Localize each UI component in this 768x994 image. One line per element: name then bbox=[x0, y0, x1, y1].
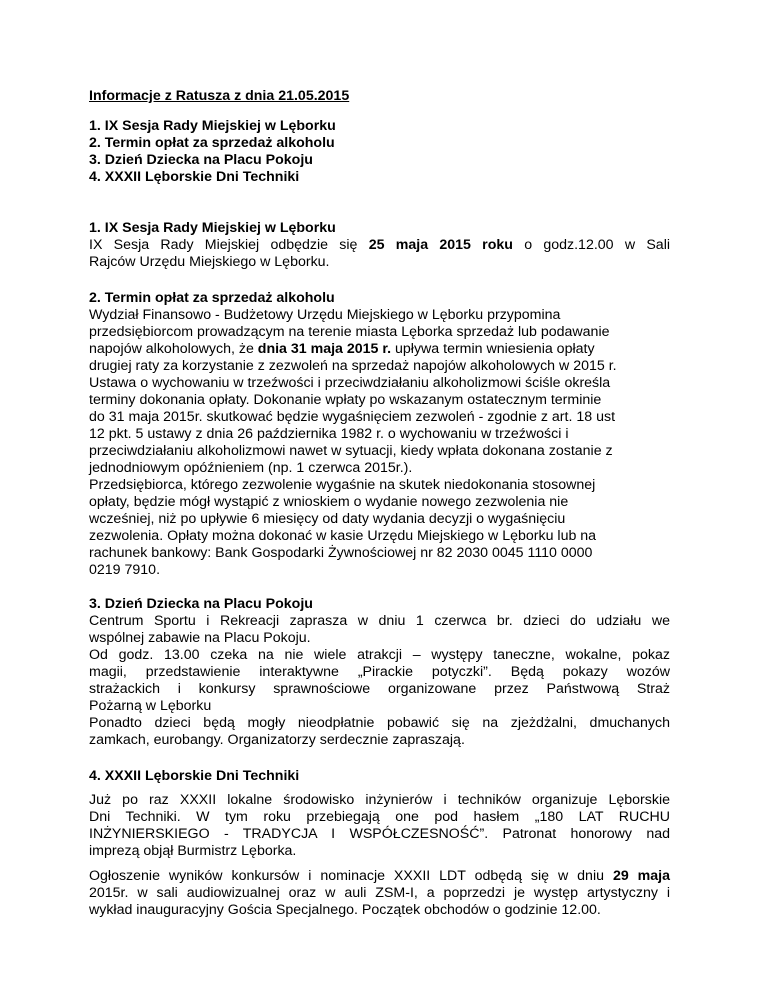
paragraph-line: zamkach, eurobangy. Organizatorzy serdecznie zapraszają. bbox=[89, 732, 465, 748]
paragraph-line: 2015r. w sali audiowizualnej oraz w auli ZSM-I, a poprzedzi je występ artystyczny i bbox=[89, 885, 670, 901]
paragraph-line: wykład inauguracyjny Gościa Specjalnego. Początek obchodów o godzinie 12.00. bbox=[89, 902, 601, 918]
paragraph-line: napojów alkoholowych, że dnia 31 maja 2015 r. upływa termin wniesienia opłaty bbox=[89, 341, 595, 357]
paragraph-line: 0219 7910. bbox=[89, 562, 161, 578]
paragraph-line: Przedsiębiorca, którego zezwolenie wygaśnie na skutek niedokonania stosownej bbox=[89, 477, 596, 493]
paragraph-line: Rajców Urzędu Miejskiego w Lęborku. bbox=[89, 254, 330, 270]
paragraph-line: wspólnej zabawie na Placu Pokoju. bbox=[89, 630, 311, 646]
page-title: Informacje z Ratusza z dnia 21.05.2015 bbox=[89, 88, 350, 104]
paragraph-line: Centrum Sportu i Rekreacji zaprasza w dniu 1 czerwca br. dzieci do udziału we bbox=[89, 613, 670, 629]
paragraph-line: Już po raz XXXII lokalne środowisko inżynierów i techników organizuje Lęborskie bbox=[89, 792, 670, 808]
paragraph-line: Wydział Finansowo - Budżetowy Urzędu Miejskiego w Lęborku przypomina bbox=[89, 307, 561, 323]
paragraph-line: Ustawa o wychowaniu w trzeźwości i przeciwdziałaniu alkoholizmowi ściśle określa bbox=[89, 375, 611, 391]
paragraph-line: INŻYNIERSKIEGO - TRADYCJA I WSPÓŁCZESNOŚĆ”. Patronat honorowy nad bbox=[89, 826, 670, 842]
paragraph-line: wcześniej, niż po upływie 6 miesięcy od daty wydania decyzji o wygaśnięciu bbox=[89, 511, 566, 527]
paragraph-line: magii, przedstawienie interaktywne „Pirackie potyczki”. Będą pokazy wozów bbox=[89, 664, 670, 680]
paragraph-line: jednodniowym opóźnieniem (np. 1 czerwca 2015r.). bbox=[89, 460, 413, 476]
paragraph-line: Dni Techniki. W tym roku przebiegają one pod hasłem „180 LAT RUCHU bbox=[89, 809, 670, 825]
section-heading: 3. Dzień Dziecka na Placu Pokoju bbox=[89, 596, 313, 612]
paragraph-line: do 31 maja 2015r. skutkować będzie wygaśnięciem zezwoleń - zgodnie z art. 18 ust bbox=[89, 409, 616, 425]
section-heading: 1. IX Sesja Rady Miejskiej w Lęborku bbox=[89, 220, 336, 236]
paragraph-line: IX Sesja Rady Miejskiej odbędzie się 25 maja 2015 roku o godz.12.00 w Sali bbox=[89, 237, 670, 253]
toc-item: 2. Termin opłat za sprzedaż alkoholu bbox=[89, 135, 335, 151]
paragraph-line: Pożarną w Lęborku bbox=[89, 698, 212, 714]
paragraph-line: imprezą objął Burmistrz Lęborka. bbox=[89, 843, 297, 859]
toc-item: 4. XXXII Lęborskie Dni Techniki bbox=[89, 169, 300, 185]
paragraph-line: opłaty, będzie mógł wystąpić z wnioskiem o wydanie nowego zezwolenia nie bbox=[89, 494, 569, 510]
paragraph-line: przeciwdziałaniu alkoholizmowi nawet w sytuacji, kiedy wpłata dokonana zostanie z bbox=[89, 443, 613, 459]
section-heading: 2. Termin opłat za sprzedaż alkoholu bbox=[89, 290, 335, 306]
paragraph-line: przedsiębiorcom prowadzącym na terenie miasta Lęborka sprzedaż lub podawanie bbox=[89, 324, 610, 340]
paragraph-line: rachunek bankowy: Bank Gospodarki Żywnościowej nr 82 2030 0045 1110 0000 bbox=[89, 545, 593, 561]
paragraph-line: Ponadto dzieci będą mogły nieodpłatnie pobawić się na zjeżdżalni, dmuchanych bbox=[89, 715, 670, 731]
paragraph-line: drugiej raty za korzystanie z zezwoleń na sprzedaż napojów alkoholowych w 2015 r. bbox=[89, 358, 617, 374]
paragraph-line: zezwolenia. Opłaty można dokonać w kasie Urzędu Miejskiego w Lęborku lub na bbox=[89, 528, 597, 544]
section-heading: 4. XXXII Lęborskie Dni Techniki bbox=[89, 768, 300, 784]
paragraph-line: strażackich i konkursy sprawnościowe organizowane przez Państwową Straż bbox=[89, 681, 670, 697]
paragraph-line: Od godz. 13.00 czeka na nie wiele atrakcji – występy taneczne, wokalne, pokaz bbox=[89, 647, 670, 663]
toc-item: 1. IX Sesja Rady Miejskiej w Lęborku bbox=[89, 118, 336, 134]
paragraph-line: terminy dokonania opłaty. Dokonanie wpłaty po wskazanym ostatecznym terminie bbox=[89, 392, 602, 408]
paragraph-line: Ogłoszenie wyników konkursów i nominacje XXXII LDT odbędą się w dniu 29 maja bbox=[89, 868, 670, 884]
toc-item: 3. Dzień Dziecka na Placu Pokoju bbox=[89, 152, 313, 168]
paragraph-line: 12 pkt. 5 ustawy z dnia 26 października 1982 r. o wychowaniu w trzeźwości i bbox=[89, 426, 569, 442]
